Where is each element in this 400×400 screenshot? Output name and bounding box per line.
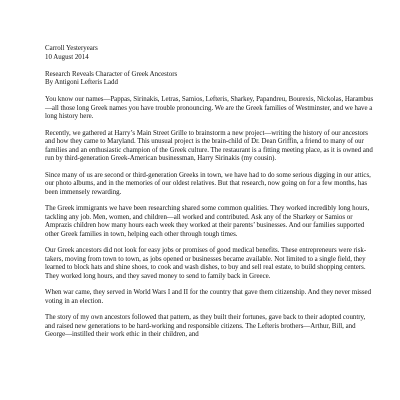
- article-heading: [45, 71, 375, 88]
- header-block: [45, 45, 375, 62]
- paragraph-qualities: The Greek immigrants we have been researching shared some common qualities. They worked incredibly long hours, tackling any job. Men, women, and children—all worked and contributed. Ask any of the Sharkey or Samios or Amprazis children how many hours each week they worked at their parents’ businesses. And our families supported other Greek families in town, helping each other through tough times.: [45, 205, 370, 238]
- article-title: Research Reveals Character of Greek Ancestors: [45, 70, 178, 78]
- paragraph-entrepreneurs: Our Greek ancestors did not look for easy jobs or promises of good medical benefits. These entrepreneurs were risk-takers, moving from town to town, as jobs opened or businesses became available. Not limited to a single field, they learned to block hats and shine shoes, to cook and wash dishes, to buy and sell real estate, to build shopping centers. They worked long hours, and they saved money to send to family back in Greece.: [45, 247, 367, 280]
- publication-date: 10 August 2014: [45, 53, 89, 61]
- publication-name: Carroll Yesteryears: [45, 45, 98, 52]
- paragraph-war: When war came, they served in World Wars I and II for the country that gave them citizenship. And they never missed voting in an election.: [45, 289, 372, 305]
- article-byline: By Antigoni Lefteris Ladd: [45, 79, 118, 86]
- document-page: [45, 45, 375, 348]
- paragraph-intro: You know our names—Pappas, Sirinakis, Letras, Samios, Lefteris, Sharkey, Papandreu, Bourexis, Nickolas, Harambus—all those long Greek names you have trouble pronouncing. We are the Greek families of Westminster, and we have a long history here.: [45, 96, 374, 120]
- paragraph-project: Recently, we gathered at Harry’s Main Street Grille to brainstorm a new project—writing the history of our ancestors and how they came to Maryland. This unusual project is the brain-child of Dr. Dean Griffin, a friend to many of our families and an enthusiastic champion of the Greek culture. The restaurant is a fitting meeting place, as it is owned and run by third-generation Greek-American businessman, Harry Sirinakis (my cousin).: [45, 129, 373, 162]
- paragraph-research: Since many of us are second or third-generation Greeks in town, we have had to do some serious digging in our attics, our photo albums, and in the memories of our oldest relatives. But that research, now going on for a few months, has been immensely rewarding.: [45, 171, 371, 196]
- paragraph-ancestors: The story of my own ancestors followed that pattern, as they built their fortunes, gave back to their adopted country, and raised new generations to be hard-working and responsible citizens. The Lefteris brothers—Arthur, Bill, and George—instilled their work ethic in their children, and: [45, 314, 366, 338]
